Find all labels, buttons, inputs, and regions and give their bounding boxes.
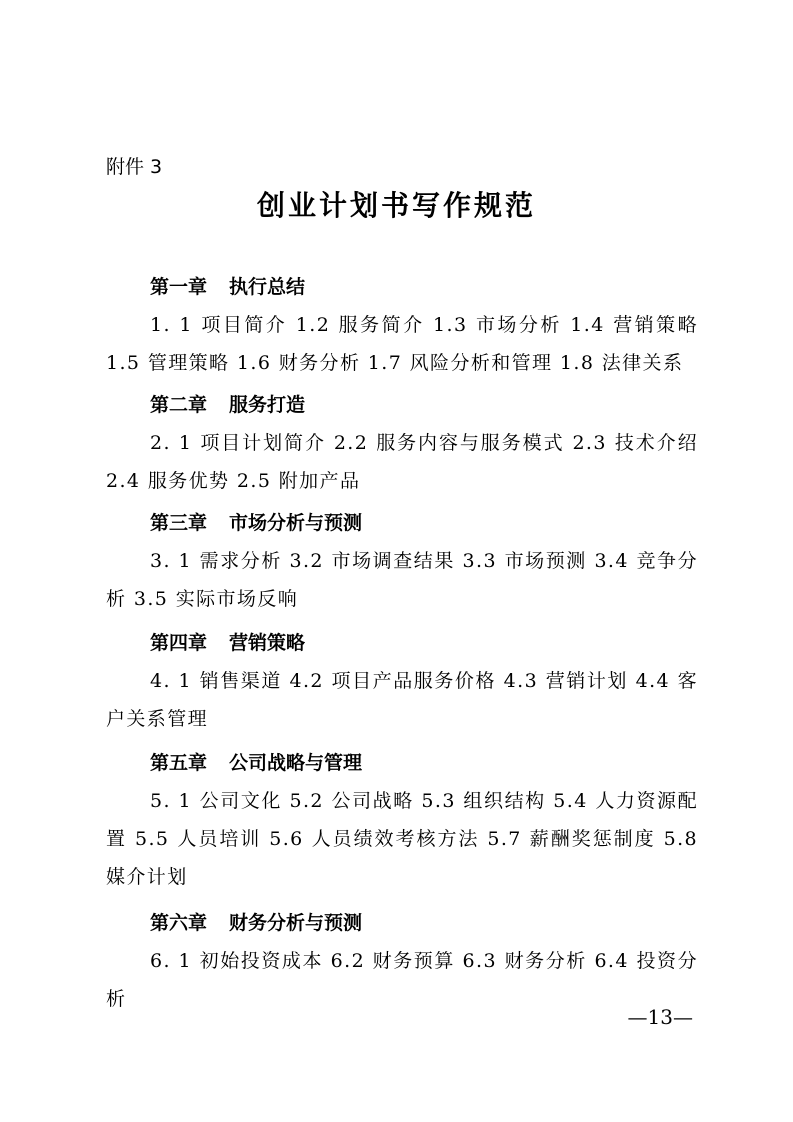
document-title: 创业计划书写作规范 [256,189,536,222]
chapter-number: 第一章 [150,276,208,298]
chapter-heading [106,386,698,424]
chapter-number: 第六章 [150,912,208,934]
chapter-name: 服务打造 [229,394,306,416]
chapter-section [106,624,698,738]
chapter-section [106,268,698,382]
chapter-number: 第四章 [150,632,208,654]
chapter-name: 执行总结 [229,276,306,298]
chapter-body: 4. 1 销售渠道 4.2 项目产品服务价格 4.3 营销计划 4.4 客户关系管理 [106,670,698,730]
chapter-body: 5. 1 公司文化 5.2 公司战略 5.3 组织结构 5.4 人力资源配置 5.5 人员培训 5.6 人员绩效考核方法 5.7 薪酬奖惩制度 5.8 媒介计划 [106,790,698,888]
chapter-name: 市场分析与预测 [229,512,363,534]
attachment-label: 附件 3 [106,156,163,178]
chapter-section [106,386,698,500]
chapter-body: 2. 1 项目计划简介 2.2 服务内容与服务模式 2.3 技术介绍 2.4 服务优势 2.5 附加产品 [106,432,698,492]
chapter-heading [106,744,698,782]
chapter-section [106,904,698,1018]
chapter-body: 6. 1 初始投资成本 6.2 财务预算 6.3 财务分析 6.4 投资分析 [106,950,698,1010]
chapter-heading [106,268,698,306]
chapter-section [106,744,698,896]
chapter-number: 第二章 [150,394,208,416]
chapter-name: 营销策略 [229,632,306,654]
chapter-number: 第三章 [150,512,208,534]
chapter-heading [106,504,698,542]
chapter-section [106,504,698,618]
page-number: —13— [627,1005,693,1029]
chapter-number: 第五章 [150,752,208,774]
chapter-heading [106,624,698,662]
chapter-heading [106,904,698,942]
chapter-body: 1. 1 项目简介 1.2 服务简介 1.3 市场分析 1.4 营销策略 1.5 管理策略 1.6 财务分析 1.7 风险分析和管理 1.8 法律关系 [106,314,698,374]
chapter-body: 3. 1 需求分析 3.2 市场调查结果 3.3 市场预测 3.4 竞争分析 3.5 实际市场反响 [106,550,698,610]
chapter-name: 公司战略与管理 [229,752,363,774]
chapter-name: 财务分析与预测 [229,912,363,934]
